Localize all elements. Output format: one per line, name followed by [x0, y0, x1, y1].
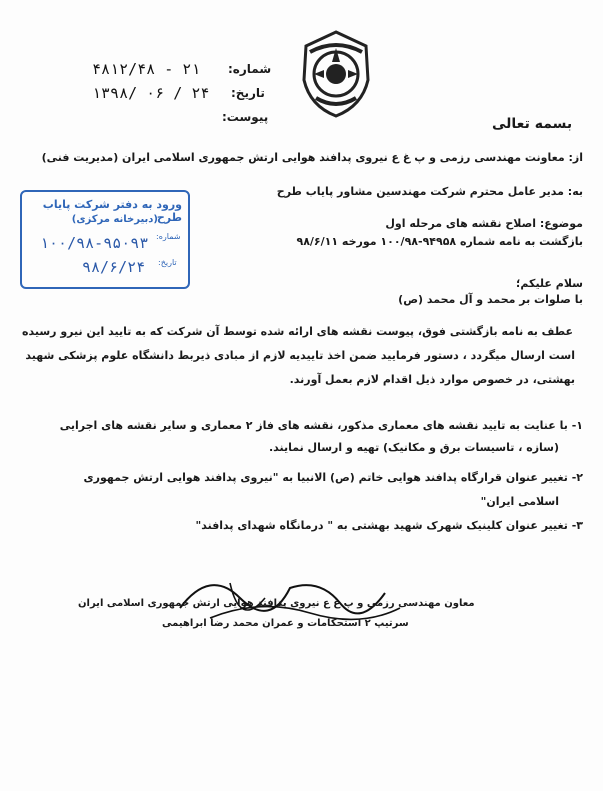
from-line: از: معاونت مهندسی رزمی و پ غ ع نیروی پدافند هوایی ارتش جمهوری اسلامی ایران (مدیریت فنی) — [41, 151, 583, 164]
signature-name: سرتیپ ۲ استحکامات و عمران محمد رضا ابراهیمی — [162, 618, 409, 629]
stamp-date-label: تاریخ: — [158, 258, 177, 267]
item-1-line1: ۱- با عنایت به تایید نقشه های معماری مذکور، نقشه های فاز ۲ معماری و سایر نقشه های اجرایی — [59, 419, 583, 432]
attachment-label: پیوست: — [222, 110, 269, 124]
number-label: شماره: — [228, 62, 272, 76]
reference-line: بازگشت به نامه شماره ۹۴۹۵۸-۱۰۰/۹۸ مورخه ۹۸/۶/۱۱ — [296, 235, 583, 248]
stamp-date-value: ۹۸/۶/۲۴ — [82, 258, 146, 276]
date-label: تاریخ: — [231, 86, 265, 100]
item-3: ۳- تغییر عنوان کلینیک شهرک شهید بهشتی به " درمانگاه شهدای پدافند" — [195, 519, 583, 532]
greeting-salam: سلام علیکم؛ — [516, 277, 583, 290]
incoming-stamp — [20, 190, 190, 289]
item-2-line2: اسلامی ایران" — [480, 495, 559, 508]
bismillah-heading: بسمه تعالی — [492, 116, 573, 132]
stamp-title: ورود به دفتر شرکت پایاب طرح — [42, 198, 182, 224]
body-para-line2: است ارسال میگردد ، دستور فرمایید ضمن اخذ تاییدیه لازم از مبادی ذیربط دانشگاه علوم پزشکی شهید — [25, 349, 575, 362]
date-value: ۱۳۹۸/ ۰۶ / ۲۴ — [92, 84, 210, 102]
body-para-line3: بهشتی، در خصوص موارد ذیل اقدام لازم بعمل آورند. — [289, 373, 575, 386]
greeting-salavat: با صلوات بر محمد و آل محمد (ص) — [398, 293, 583, 306]
signature-title: معاون مهندسی رزمی و پ غ ع نیروی پدافند هوایی ارتش جمهوری اسلامی ایران — [78, 598, 475, 609]
number-value: ۴۸۱۲/۴۸ - ۲۱ — [92, 60, 201, 78]
army-emblem — [296, 28, 376, 120]
body-para-line1: عطف به نامه بازگشتی فوق، پیوست نقشه های ارائه شده توسط آن شرکت که به تایید این نیرو رسیده — [22, 325, 573, 338]
stamp-number-value: ۱۰۰/۹۸-۹۵۰۹۳ — [40, 234, 149, 252]
subject-line: موضوع: اصلاح نقشه های مرحله اول — [385, 217, 583, 230]
item-1-line2: (سازه ، تاسیسات برق و مکانیک) تهیه و ارسال نمایند. — [268, 441, 559, 454]
stamp-number-label: شماره: — [156, 232, 181, 241]
stamp-subtitle: (دبیرخانه مرکزی) — [71, 214, 158, 225]
item-2-line1: ۲- تغییر عنوان قرارگاه پدافند هوایی خاتم (ص) الانبیا به "نیروی پدافند هوایی ارتش جمهوری — [83, 471, 583, 484]
to-line: به: مدیر عامل محترم شرکت مهندسین مشاور پایاب طرح — [276, 185, 583, 198]
